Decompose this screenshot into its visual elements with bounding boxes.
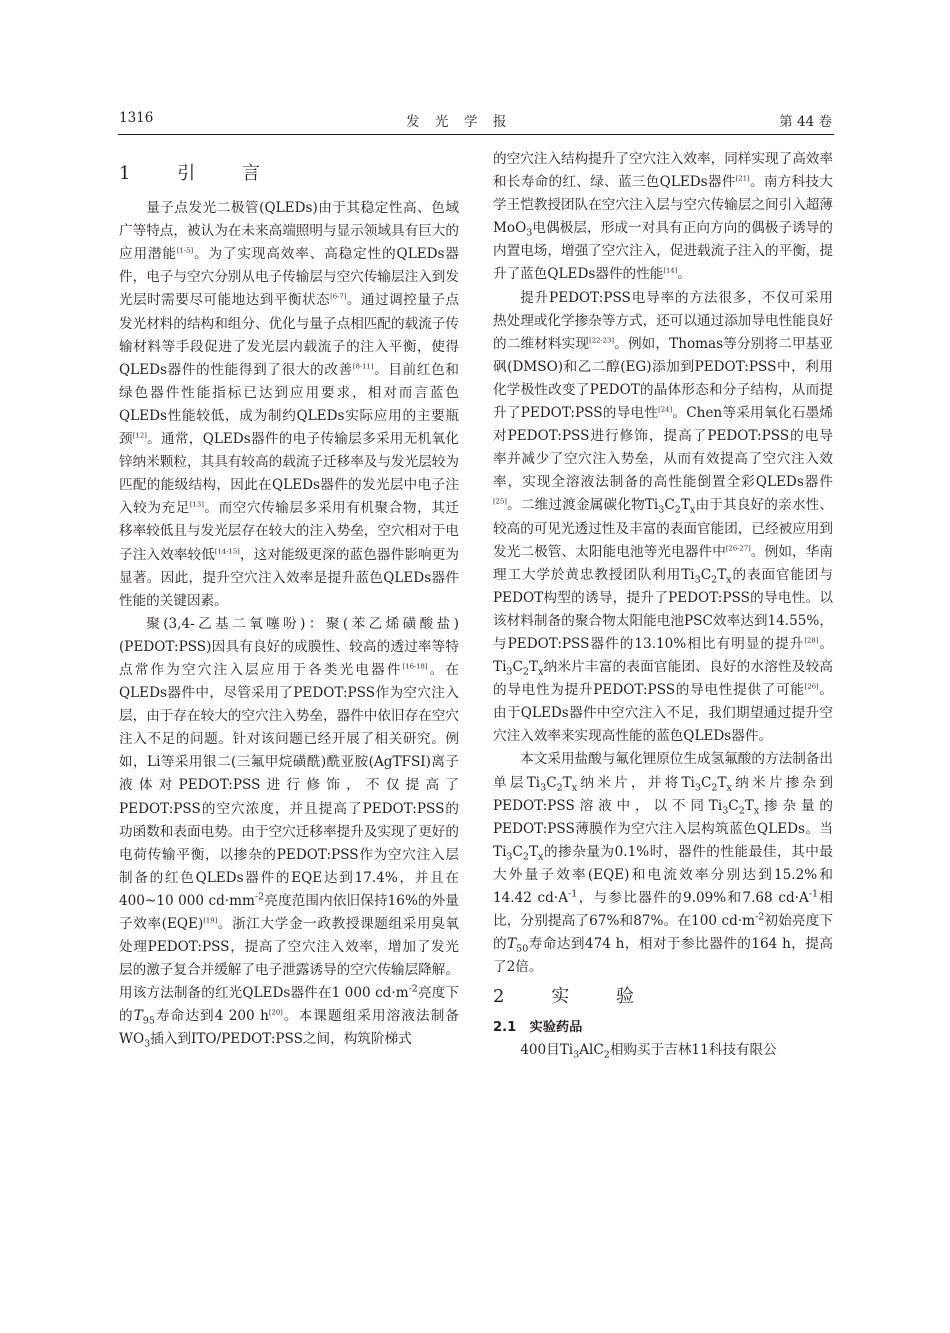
superscript: -2 [254, 891, 265, 903]
citation-ref: [28] [804, 636, 819, 645]
text-run: 。目前红色和绿色器件性能指标已达到应用要求，相对而言蓝色QLEDs性能较低，成为制约QLEDs实际应用的主要瓶颈 [119, 361, 460, 448]
text-run: 。例如，Thomas等分别将二甲基亚砜(DMSO)和乙二醇(EG)添加到PEDOT:PSS中，利用化学极性改变了PEDOT的晶体形态和分子结构，从而提升了PEDOT:PSS的导电性 [493, 335, 834, 422]
text-run: 。例如，华南理工大学於黄忠教授团队利用Ti [493, 543, 834, 583]
citation-ref: [1-5] [176, 246, 194, 255]
text-run: 纳米片丰富的表面官能团、良好的水溶性及较高的导电性为提升PEDOT:PSS的导电性提供了可能 [493, 659, 833, 699]
subscript: 3 [722, 805, 729, 817]
citation-ref: [8-11] [352, 362, 374, 371]
text-run: 纳米片，并将Ti [577, 774, 695, 791]
text-run: T [528, 843, 539, 860]
subscript: x [538, 666, 544, 678]
subscript: 50 [516, 943, 529, 955]
text-run: 。由于QLEDs器件中空穴注入不足，我们期望通过提升空穴注入效率来实现高性能的蓝色QLEDs器件。 [493, 682, 833, 745]
superscript: -2 [755, 911, 765, 923]
journal-name: 发 光 学 报 [406, 114, 508, 130]
text-run: C [664, 497, 675, 514]
text-run: T [680, 497, 690, 514]
subscript: x [689, 505, 696, 517]
text-run: 。南方科技大学王恺教授团队在空穴注入层与空穴传输层之间引入超薄MoO [493, 174, 834, 237]
text-run: 插入到ITO/PEDOT:PSS之间，构筑阶梯式 [150, 1031, 412, 1048]
text-run: 量子点发光二极管(QLEDs)由于其稳定性高、色域广等特点，被认为在未来高端照明与显示领域具有巨大的应用潜能 [119, 200, 459, 263]
page-number: 1316 [119, 110, 154, 126]
text-run: 相购买于吉林11科技有限公 [609, 1042, 777, 1059]
paragraph [119, 197, 459, 613]
subscript: x [571, 782, 578, 794]
paragraph [493, 748, 833, 979]
text-run: C [728, 797, 739, 814]
text-run: 。通常，QLEDs器件的电子传输层多采用无机氧化锌纳米颗粒，其具有较高的载流子迁移率及与发光层较为匹配的能级结构，因此在QLEDs器件的发光层中电子注入较为充足 [119, 431, 460, 517]
text-run: 的空穴注入结构提升了空穴注入效率，同样实现了高效率和长寿命的红、绿、蓝三色QLEDs器件 [493, 151, 833, 191]
citation-ref: [21] [735, 174, 750, 183]
text-run: 相比，分别提高了67%和87%。在100 cd·m [493, 890, 833, 930]
subsection-title-materials: 2.1 实验药品 [493, 1020, 583, 1036]
subscript: 2 [522, 666, 529, 678]
text-run: 寿命达到474 h，相对于参比器件的164 h，提高了2倍。 [493, 936, 834, 976]
citation-ref: [25] [493, 497, 507, 506]
text-run: 。Chen等采用氧化石墨烯对PEDOT:PSS进行修饰，提高了PEDOT:PSS的电导率并减少了空穴注入势垒，从而有效提高了空穴注入效率，实现全溶液法制备的高性能倒置全彩QLEDs器件 [493, 405, 833, 491]
text-run: 纳米片掺杂到PEDOT:PSS溶液中，以不同Ti [493, 774, 834, 814]
text-run: 的掺杂量为0.1%时，器件的性能最佳，其中最大外量子效率(EQE)和电流效率分别达到15.2%和14.42 cd·A [493, 843, 833, 906]
text-run: T [744, 797, 754, 814]
text-run: 本文采用盐酸与氟化锂原位生成氢氟酸的方法制备出单层Ti [493, 751, 833, 791]
italic-symbol: T [507, 936, 517, 953]
subscript: 2 [522, 851, 529, 863]
subscript: 3 [506, 666, 513, 678]
subscript: x [726, 574, 732, 586]
text-run: 。本课题组采用溶液法制备WO [119, 1008, 460, 1048]
subscript: x [538, 851, 544, 863]
paragraph [493, 1039, 833, 1062]
subscript: 2 [603, 1050, 610, 1062]
subscript: 3 [694, 574, 701, 586]
subscript: 3 [144, 1039, 151, 1051]
text-run: 的表面官能团与PEDOT构型的诱导，提升了PEDOT:PSS的导电性。以该材料制备的聚合物太阳能电池PSC效率达到14.55%，与PEDOT:PSS器件的13.10%相比有明显的提升 [493, 566, 833, 652]
subscript: 2 [556, 782, 563, 794]
text-run: C [700, 566, 712, 583]
paragraph [493, 148, 833, 287]
text-run: 由于其良好的亲水性、较高的可见光透过性及丰富的表面官能团，已经被应用到发光二极管、太阳能电池等光电器件中 [493, 497, 833, 560]
subscript: 2 [711, 574, 718, 586]
citation-ref: [14-15] [214, 546, 240, 555]
subscript: 3 [573, 1050, 580, 1062]
text-run: ，这对能级更深的蓝色器件影响更为显著。因此，提升空穴注入效率是提升蓝色QLEDs器件性能的关键因素。 [119, 546, 460, 609]
citation-ref: [6-7] [330, 292, 347, 301]
subscript: 95 [142, 1016, 155, 1028]
citation-ref: [26] [804, 682, 819, 691]
subscript: 3 [658, 505, 665, 517]
paragraph [493, 287, 833, 749]
citation-ref: [24] [658, 405, 673, 414]
citation-ref: [16-18] [402, 662, 428, 671]
text-run: 400目Ti [520, 1042, 574, 1059]
section-title-introduction: 1 引 言 [119, 163, 275, 184]
text-run: 。在QLEDs器件中，尽管采用了PEDOT:PSS作为空穴注入层，由于存在较大的空穴注入势垒，器件中依旧存在空穴注入不足的问题。针对该问题已经开展了相关研究。例如，Li等采用银二(三氟甲烷磺酰)酰亚胺(AgTFSI)离子液体对PEDOT:PSS进行修饰，不仅提高了PEDOT:PSS的空穴浓度，并且提高了PEDOT:PSS的功函数和表面电势。由于空穴迁移率提升及实现了更好的电荷传输平衡，以掺杂的PEDOT:PSS作为空穴注入层制备的红色QLEDs器件的EQE达到17.4%，并且在400~10 000 cd·mm [119, 661, 460, 909]
citation-ref: [19] [203, 916, 218, 925]
subscript: 2 [711, 782, 718, 794]
text-run: T [562, 774, 572, 791]
superscript: -2 [408, 983, 418, 995]
subscript: 2 [738, 805, 745, 817]
citation-ref: [26-27] [725, 544, 751, 553]
subscript: x [753, 805, 760, 817]
subscript: 3 [694, 782, 701, 794]
text-run: 聚(3,4-乙基二氧噻吩)：聚(苯乙烯磺酸盐)(PEDOT:PSS)因具有良好的成膜性、较高的透过率等特点常作为空穴注入层应用于各类光电器件 [119, 615, 459, 678]
subscript: 3 [540, 782, 547, 794]
text-run: 。为了实现高效率、高稳定性的QLEDs器件，电子与空穴分别从电子传输层与空穴传输层注入到发光层时需要尽可能地达到平衡状态 [119, 246, 459, 309]
text-run: C [700, 774, 712, 791]
section-title-experiment: 2 实 验 [493, 986, 649, 1008]
citation-ref: [13] [189, 500, 204, 509]
text-run: 掺杂量的PEDOT:PSS薄膜作为空穴注入层构筑蓝色QLEDs。当Ti [493, 797, 833, 860]
text-run: 提升PEDOT:PSS电导率的方法很多，不仅可采用热处理或化学掺杂等方式，还可以通过添加导电性能良好的二维材料实现 [493, 289, 833, 352]
text-run: 电偶极层，形成一对具有正向方向的偶极子诱导的内置电场，增强了空穴注入，促进载流子注入的平衡，提升了蓝色QLEDs器件的性能 [493, 220, 833, 283]
text-run: 寿命达到4 200 h [154, 1008, 269, 1025]
text-run: C [546, 774, 557, 791]
text-run: ，与参比器件的9.09%和7.68 cd·A [577, 890, 809, 906]
text-run: 。通过调控量子点发光材料的结构和组分、优化与量子点相匹配的载流子传输材料等手段促进了发光层内载流子的注入平衡，使得QLEDs器件的性能得到了很大的改善 [119, 292, 459, 378]
text-run: 。二维过渡金属碳化物Ti [506, 497, 659, 514]
text-run: C [512, 659, 523, 676]
subscript: 3 [506, 851, 513, 863]
italic-symbol: T [133, 1008, 143, 1025]
paragraph [119, 613, 459, 1052]
left-column [119, 148, 459, 1052]
superscript: -1 [808, 888, 819, 900]
text-run: 。浙江大学金一政教授课题组采用臭氧处理PEDOT:PSS，提高了空穴注入效率，增加了发光层的激子复合并缓解了电子泄露诱导的空穴传输层降解。用该方法制备的红光QLEDs器件在1 000 cd·m [119, 916, 459, 1002]
citation-ref: [20] [268, 1008, 283, 1017]
text-run: 亮度下的 [119, 985, 460, 1025]
citation-ref: [22-23] [589, 336, 615, 345]
text-run: 。 [677, 266, 691, 283]
subscript: 3 [526, 228, 533, 239]
text-run: 初始亮度下的 [493, 913, 833, 953]
volume-label: 第 44 卷 [779, 114, 832, 130]
text-run: AlC [579, 1042, 604, 1059]
superscript: -1 [568, 888, 578, 900]
right-column [493, 148, 833, 1063]
text-run: C [512, 843, 523, 860]
text-run: 。Ti [493, 635, 833, 676]
text-run: 亮度范围内依旧保持16%的外量子效率(EQE) [119, 892, 459, 932]
citation-ref: [14] [663, 266, 678, 275]
text-run: 。而空穴传输层多采用有机聚合物，其迁移率较低且与发光层存在较大的注入势垒，空穴相对于电子注入效率较低 [119, 500, 460, 563]
text-run: T [717, 566, 727, 583]
subscript: x [726, 782, 732, 794]
text-run: T [717, 774, 727, 791]
citation-ref: [12] [132, 431, 147, 440]
text-run: T [528, 659, 539, 676]
header-rule [118, 134, 834, 135]
subscript: 2 [674, 505, 681, 517]
